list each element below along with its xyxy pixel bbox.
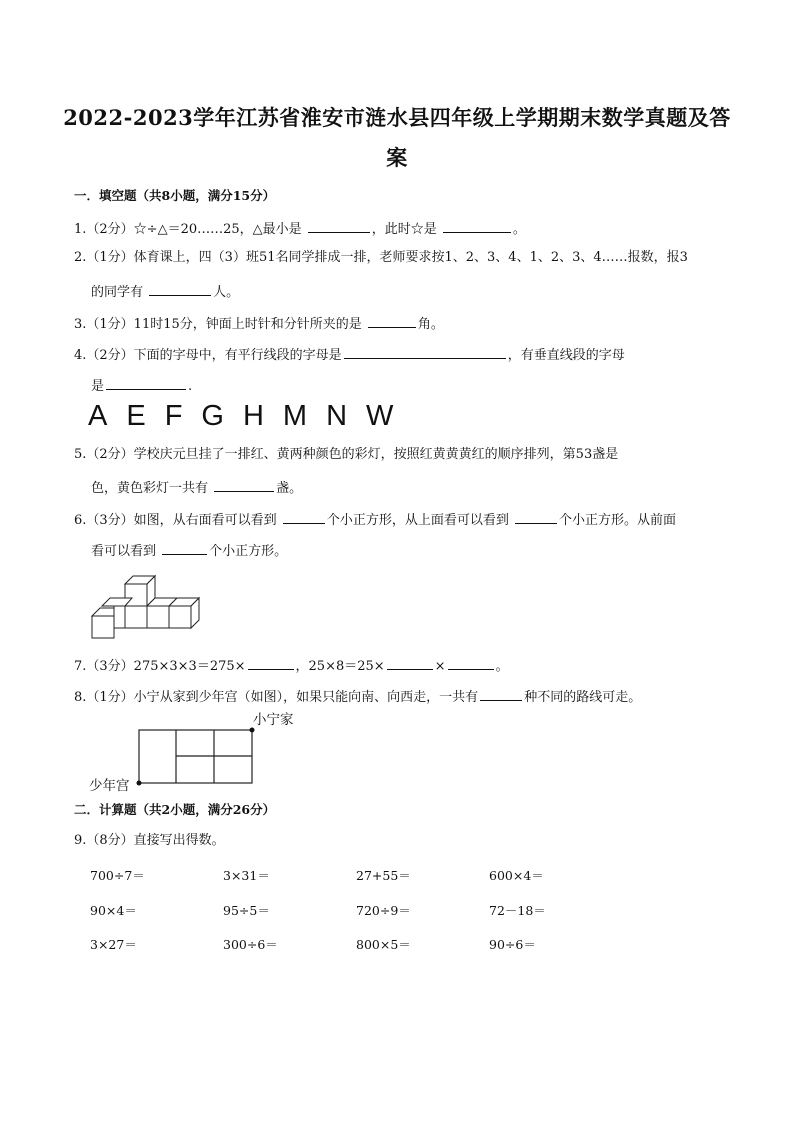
- question-9: 9.（8分）直接写出得数。: [74, 833, 225, 848]
- letter-w: W: [366, 400, 394, 432]
- question-2-line-1: 2.（1分）体育课上，四（3）班51名同学排成一排，老师要求按1、2、3、4、1、2、3、4……报数，报3: [74, 250, 688, 265]
- q2-text-b: 人。: [213, 285, 240, 300]
- question-1: [74, 218, 526, 239]
- q5-text-b: 盏。: [276, 481, 303, 496]
- cube-front-face: [147, 606, 169, 628]
- page-title: 2022-2023学年江苏省淮安市涟水县四年级上学期期末数学真题及答: [63, 105, 731, 130]
- letter-n: N: [326, 400, 348, 432]
- q2-blank[interactable]: [149, 281, 211, 296]
- q7-blank-2[interactable]: [387, 655, 433, 670]
- page-title-continued: 案: [386, 145, 408, 170]
- calc-cell: 95÷5＝: [223, 903, 270, 918]
- section-heading-calculation: 二．计算题（共2小题，满分26分）: [74, 802, 276, 817]
- q6-text-c: 个小正方形。从前面: [558, 513, 676, 528]
- cube-front-face: [125, 606, 147, 628]
- q3-text-b: 角。: [417, 317, 444, 332]
- home-point: [250, 728, 255, 733]
- palace-point: [137, 781, 142, 786]
- q5-blank[interactable]: [214, 477, 274, 492]
- q6-text-a: 6.（3分）如图，从右面看可以看到: [74, 513, 281, 528]
- q1-text-a: 1.（2分）☆÷△＝20……25，△最小是: [74, 222, 306, 237]
- question-2-line-2: [91, 281, 239, 302]
- question-3: [74, 313, 444, 334]
- cube-front-face: [169, 606, 191, 628]
- calc-cell: 90×4＝: [90, 903, 137, 918]
- calc-cell: 600×4＝: [489, 868, 544, 883]
- q4-blank-1[interactable]: [344, 344, 506, 359]
- q1-text-b: ，此时☆是: [371, 222, 441, 237]
- letter-a: A: [88, 400, 108, 432]
- calc-cell: 720÷9＝: [356, 903, 411, 918]
- question-8: [74, 686, 641, 707]
- q6-blank-2[interactable]: [515, 509, 557, 524]
- q7-text-a: 7.（3分）275×3×3＝275×: [74, 659, 246, 674]
- q4-text-b: ，有垂直线段的字母: [507, 348, 625, 363]
- question-4-line-1: [74, 344, 625, 365]
- route-grid-map: [134, 726, 258, 788]
- letter-e: E: [126, 400, 146, 432]
- q6-blank-3[interactable]: [162, 540, 207, 555]
- q7-text-b: ，25×8＝25×: [295, 659, 385, 674]
- question-5-line-1: 5.（2分）学校庆元旦挂了一排红、黄两种颜色的彩灯，按照红黄黄黄红的顺序排列，第53盏是: [74, 447, 619, 462]
- question-5-line-2: [91, 477, 302, 498]
- letter-m: M: [282, 400, 308, 432]
- q4-text-c: 是: [91, 379, 105, 394]
- q8-text-b: 种不同的路线可走。: [524, 690, 642, 705]
- calc-cell: 3×27＝: [90, 937, 137, 952]
- calc-cell: 27+55＝: [356, 868, 411, 883]
- q8-text-a: 8.（1分）小宁从家到少年宫（如图），如果只能向南、向西走，一共有: [74, 690, 479, 705]
- q6-text-e: 个小正方形。: [209, 544, 288, 559]
- q6-blank-1[interactable]: [283, 509, 325, 524]
- q7-blank-1[interactable]: [248, 655, 294, 670]
- letter-row: [88, 400, 412, 433]
- calc-cell: 3×31＝: [223, 868, 270, 883]
- q7-text-c: ×: [434, 659, 446, 674]
- q4-text-d: .: [188, 379, 193, 394]
- q6-text-d: 看可以看到: [91, 544, 161, 559]
- question-4-line-2: [91, 375, 192, 396]
- q1-text-c: 。: [512, 222, 526, 237]
- calc-cell: 72－18＝: [489, 903, 546, 918]
- letter-g: G: [201, 400, 224, 432]
- calc-cell: 90÷6＝: [489, 937, 536, 952]
- q4-text-a: 4.（2分）下面的字母中，有平行线段的字母是: [74, 348, 342, 363]
- calc-cell: 300÷6＝: [223, 937, 278, 952]
- question-6-line-1: [74, 509, 676, 530]
- cube-front-face: [92, 616, 114, 638]
- q1-blank-2[interactable]: [443, 218, 511, 233]
- calc-cell: 700÷7＝: [90, 868, 145, 883]
- question-6-line-2: [91, 540, 287, 561]
- letter-f: F: [164, 400, 183, 432]
- q3-text-a: 3.（1分）11时15分，钟面上时针和分针所夹的是: [74, 317, 366, 332]
- question-7: [74, 655, 509, 676]
- cube-stack-figure: [88, 572, 208, 640]
- q1-blank-1[interactable]: [308, 218, 370, 233]
- q2-text-a: 的同学有: [91, 285, 148, 300]
- letter-h: H: [242, 400, 264, 432]
- map-label-palace: 少年宫: [89, 778, 130, 794]
- calc-cell: 800×5＝: [356, 937, 411, 952]
- q8-blank[interactable]: [480, 686, 522, 701]
- q6-text-b: 个小正方形，从上面看可以看到: [326, 513, 513, 528]
- q7-blank-3[interactable]: [448, 655, 494, 670]
- map-label-home: 小宁家: [253, 712, 294, 728]
- section-heading-fill-blank: 一．填空题（共8小题，满分15分）: [74, 188, 276, 203]
- q5-text-a: 色，黄色彩灯一共有: [91, 481, 213, 496]
- q7-text-d: 。: [495, 659, 509, 674]
- q3-blank[interactable]: [368, 313, 416, 328]
- q4-blank-2[interactable]: [106, 375, 186, 390]
